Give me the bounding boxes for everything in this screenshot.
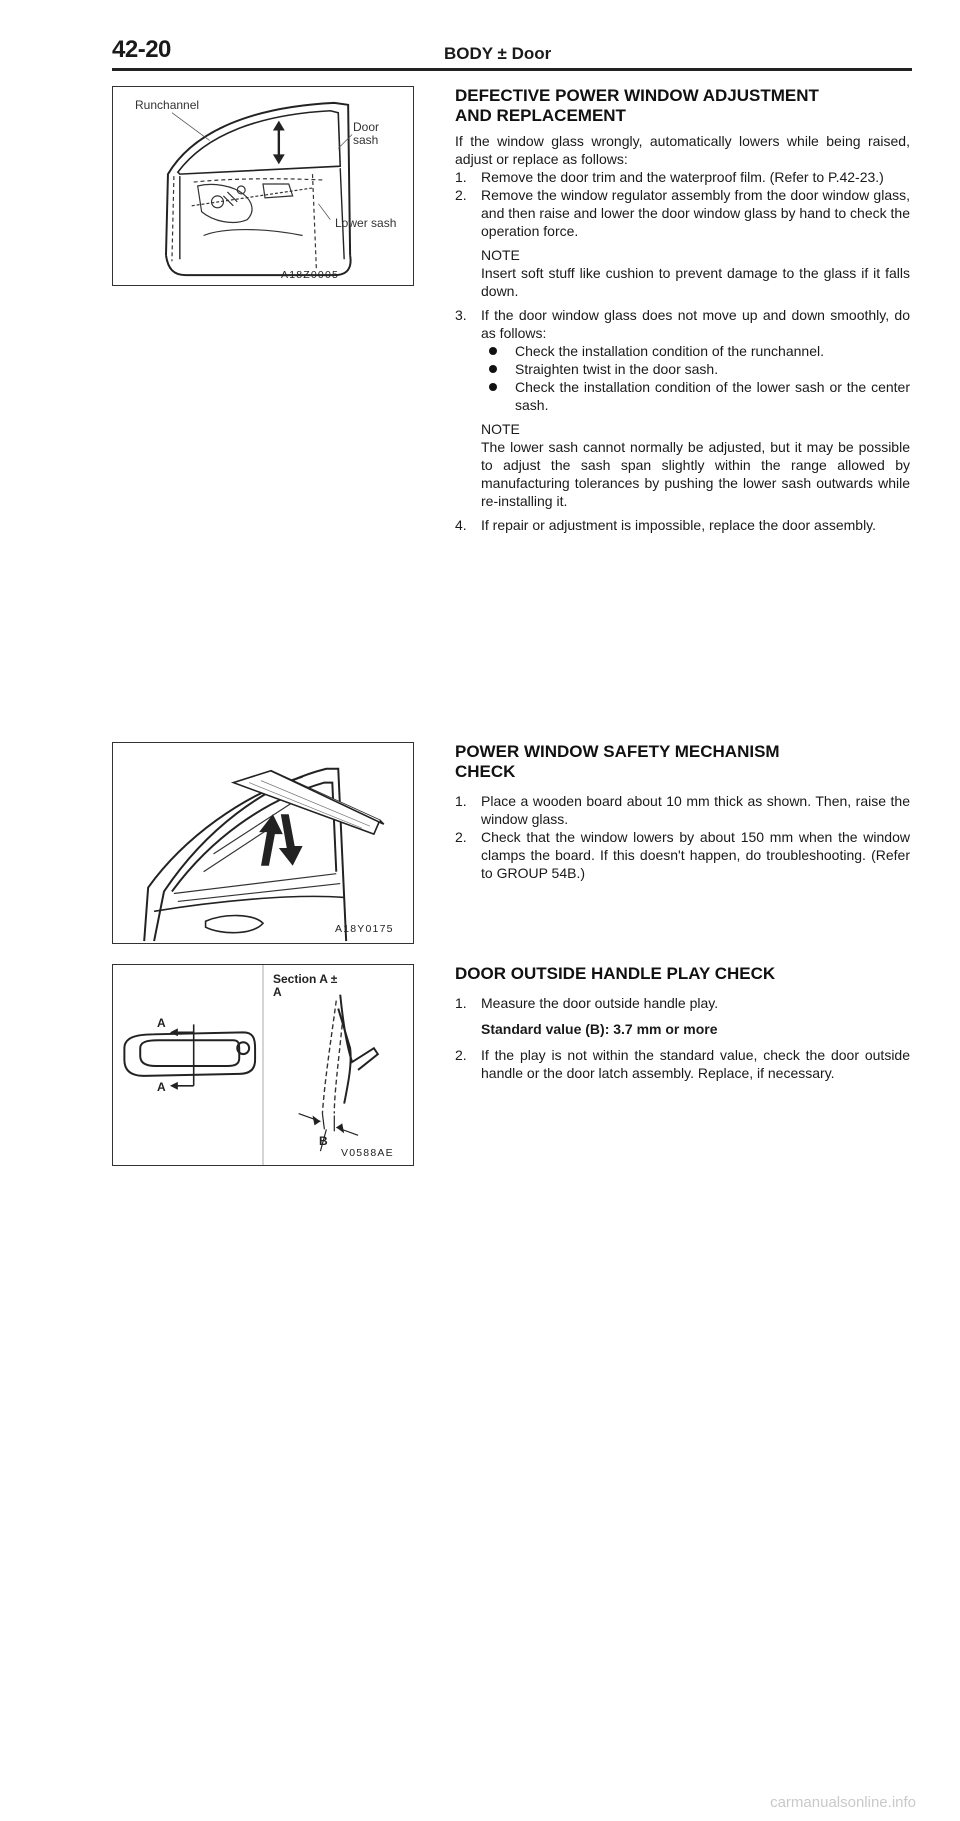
section-intro: If the window glass wrongly, automatically lowers while being raised, adjust or replace as follows:: [455, 133, 910, 167]
bullet-item: Check the installation condition of the lower sash or the center sash.: [455, 378, 910, 414]
step-2: [455, 1046, 910, 1082]
step-text: Measure the door outside handle play.: [481, 995, 719, 1011]
section-defective-power-window: [455, 86, 910, 534]
figure-wooden-board: [112, 742, 414, 944]
step-text: If the play is not within the standard value, check the door outside handle or the door latch assembly. Replace, if necessary.: [481, 1047, 910, 1081]
step-1: [455, 994, 910, 1012]
step-text: If repair or adjustment is impossible, replace the door assembly.: [481, 517, 877, 533]
step-text: Remove the window regulator assembly from the door window glass, and then raise and lower the door window glass by hand to check the operation force.: [481, 187, 910, 239]
door-sash-drawing: [113, 87, 413, 285]
section-title: DEFECTIVE POWER WINDOW ADJUSTMENT AND REPLACEMENT: [455, 86, 819, 125]
step-1: [455, 168, 910, 186]
step-text: Place a wooden board about 10 mm thick as shown. Then, raise the window glass.: [481, 793, 910, 827]
figure-code: A18Y0175: [335, 923, 394, 935]
step-number: 3.: [455, 307, 467, 323]
step-number: 2.: [455, 1047, 467, 1063]
figure-code: V0588AE: [341, 1147, 394, 1159]
step-3: [455, 306, 910, 342]
note-2: NOTE The lower sash cannot normally be adjusted, but it may be possible to adjust the sash span slightly within the range allowed by manufacturing tolerances by pushing the lower sash outwards while re-installing it.: [481, 421, 910, 509]
step-2: [455, 828, 910, 882]
bullet-item: Straighten twist in the door sash.: [455, 360, 910, 378]
figure-code: A18Z0005: [281, 269, 340, 281]
step-4: [455, 516, 910, 534]
header-rule: [112, 68, 912, 71]
step-text: If the door window glass does not move up and down smoothly, do as follows:: [481, 307, 910, 341]
step-number: 1.: [455, 995, 467, 1011]
step-number: 1.: [455, 793, 467, 809]
watermark: carmanualsonline.info: [770, 1794, 916, 1811]
wooden-board-drawing: [113, 743, 413, 943]
label-a-bottom: A: [157, 1080, 166, 1094]
standard-value: Standard value (B): 3.7 mm or more: [481, 1021, 718, 1037]
page-header: [112, 32, 912, 72]
label-a-top: A: [157, 1016, 166, 1030]
step-number: 4.: [455, 517, 467, 533]
label-b: B: [319, 1134, 328, 1148]
step-number: 2.: [455, 187, 467, 203]
label-runchannel: Runchannel: [135, 98, 200, 112]
outside-handle-drawing: [113, 965, 413, 1165]
page-number: 42-20: [112, 36, 171, 63]
bullet-item: Check the installation condition of the runchannel.: [455, 342, 910, 360]
label-door-sash: Door sash: [353, 120, 380, 147]
chapter-title: BODY ± Door: [444, 44, 552, 63]
step-text: Check that the window lowers by about 150 mm when the window clamps the board. If this doesn't happen, do troubleshooting. (Refer to GROUP 54B.): [481, 829, 910, 881]
figure-outside-handle: [112, 964, 414, 1166]
section-title: POWER WINDOW SAFETY MECHANISM CHECK: [455, 742, 780, 781]
note-1: NOTE Insert soft stuff like cushion to prevent damage to the glass if it falls down.: [481, 247, 910, 299]
step-number: 1.: [455, 169, 467, 185]
step-2: [455, 186, 910, 240]
label-lower-sash: Lower sash: [335, 216, 397, 230]
label-section-a-a: Section A ± A: [273, 972, 338, 999]
section-outside-handle-play: [455, 964, 910, 1082]
step-number: 2.: [455, 829, 467, 845]
section-title: DOOR OUTSIDE HANDLE PLAY CHECK: [455, 964, 776, 983]
step-text: Remove the door trim and the waterproof film. (Refer to P.42-23.): [481, 169, 884, 185]
figure-door-sash: [112, 86, 414, 286]
step-1: [455, 792, 910, 828]
section-safety-mechanism: [455, 742, 910, 882]
